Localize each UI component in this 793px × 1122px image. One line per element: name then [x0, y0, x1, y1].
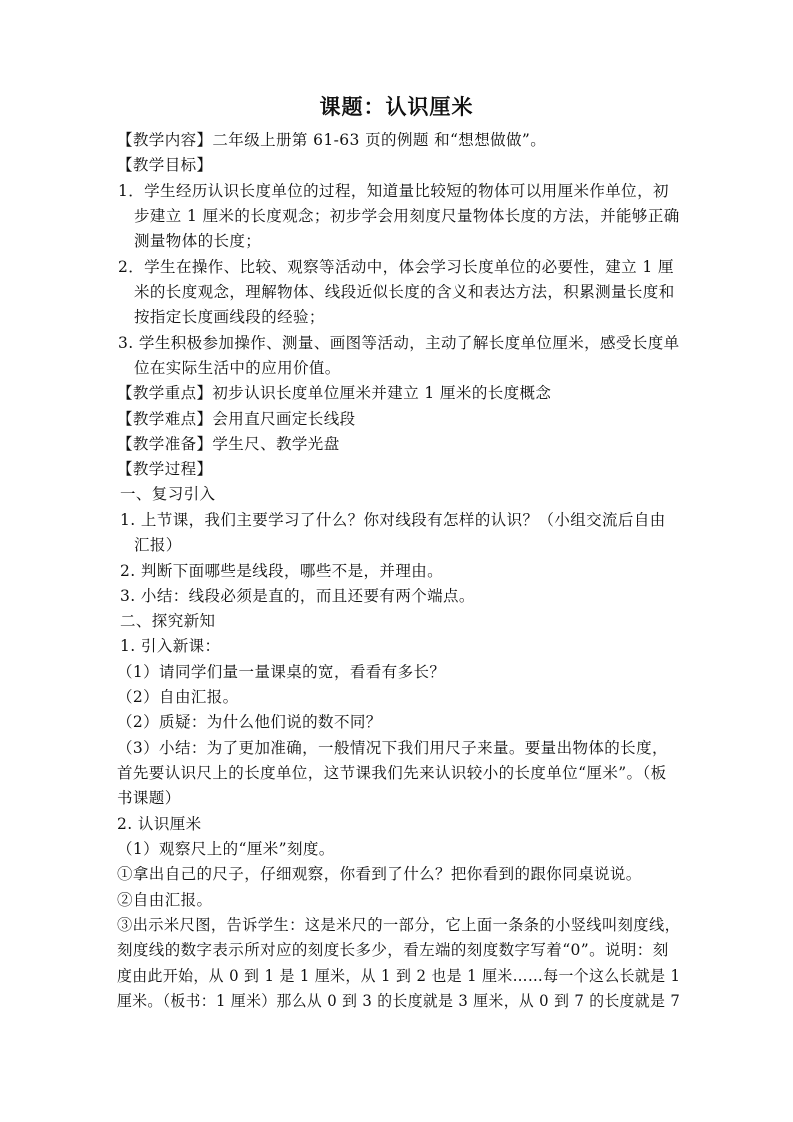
text-line: 【教学过程】	[117, 460, 213, 478]
text-line: （1）请同学们量一量课桌的宽，看看有多长？	[117, 663, 446, 681]
text-line: 2. 认识厘米	[117, 815, 202, 833]
text-line: 【教学准备】学生尺、教学光盘	[117, 435, 340, 453]
text-line: 位在实际生活中的应用价值。	[134, 359, 341, 377]
text-line: 度由此开始，从 0 到 1 是 1 厘米，从 1 到 2 也是 1 厘米……每一个这么长就是 1	[117, 967, 681, 985]
text-line: （2）自由汇报。	[117, 688, 239, 706]
text-line: 2. 判断下面哪些是线段，哪些不是，并理由。	[120, 562, 444, 580]
text-line: 按指定长度画线段的经验；	[134, 308, 325, 326]
text-line: 步建立 1 厘米的长度观念；初步学会用刻度尺量物体长度的方法，并能够正确	[134, 207, 680, 225]
text-line: 【教学目标】	[117, 156, 213, 174]
text-line: 测量物体的长度；	[134, 232, 262, 250]
text-line: ②自由汇报。	[117, 891, 213, 909]
text-line: 1．学生经历认识长度单位的过程，知道量比较短的物体可以用厘米作单位，初	[118, 182, 669, 200]
text-line: 米的长度观念，理解物体、线段近似长度的含义和表达方法，积累测量长度和	[134, 283, 675, 301]
text-line: ①拿出自己的尺子，仔细观察，你看到了什么？把你看到的跟你同桌说说。	[117, 865, 642, 883]
text-line: 首先要认识尺上的长度单位，这节课我们先来认识较小的长度单位“厘米”。（板	[117, 764, 667, 782]
text-line: 二、探究新知	[120, 612, 216, 630]
text-line: 【教学重点】初步认识长度单位厘米并建立 1 厘米的长度概念	[117, 384, 552, 402]
text-line: （2）质疑：为什么他们说的数不同？	[117, 713, 382, 731]
text-line: （1）观察尺上的“厘米”刻度。	[117, 840, 335, 858]
text-line: 汇报）	[134, 536, 182, 554]
text-line: 3. 小结：线段必须是直的，而且还要有两个端点。	[120, 587, 475, 605]
text-line: 3. 学生积极参加操作、测量、画图等活动，主动了解长度单位厘米，感受长度单	[118, 334, 680, 352]
text-line: 2．学生在操作、比较、观察等活动中，体会学习长度单位的必要性，建立 1 厘	[118, 258, 674, 276]
text-line: 【教学内容】二年级上册第 61-63 页的例题 和“想想做做”。	[117, 131, 547, 149]
text-line: 【教学难点】会用直尺画定长线段	[117, 410, 356, 428]
text-line: 一、复习引入	[120, 485, 216, 503]
text-line: （3）小结：为了更加准确，一般情况下我们用尺子来量。要量出物体的长度，	[117, 739, 668, 757]
text-line: ③出示米尺图，告诉学生：这是米尺的一部分，它上面一条条的小竖线叫刻度线，	[117, 916, 681, 934]
text-line: 厘米。（板书：1 厘米）那么从 0 到 3 的长度就是 3 厘米，从 0 到 7 的长度就是 7	[117, 992, 681, 1010]
text-line: 1. 上节课，我们主要学习了什么？你对线段有怎样的认识？（小组交流后自由	[120, 511, 666, 529]
text-line: 1. 引入新课：	[120, 637, 221, 655]
text-line: 书课题）	[117, 789, 181, 807]
text-line: 刻度线的数字表示所对应的刻度长多少，看左端的刻度数字写着“0”。说明：刻	[117, 941, 669, 959]
page-title: 课题：认识厘米	[319, 94, 474, 119]
